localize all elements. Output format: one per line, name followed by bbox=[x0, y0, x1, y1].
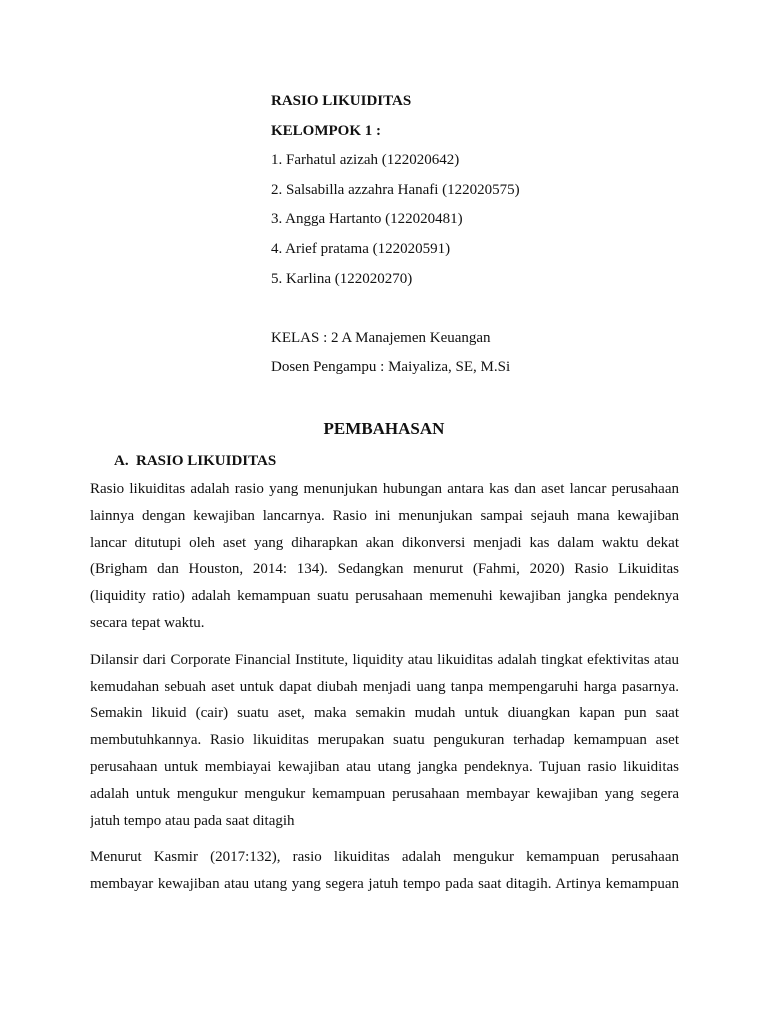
text-line: membayar kewajiban atau utang yang segera jatuh tempo pada saat ditagih. Artinya kemampuan bbox=[90, 876, 679, 893]
text-line: Dilansir dari Corporate Financial Institute, liquidity atau likuiditas adalah tingkat efektivitas atau bbox=[90, 651, 679, 668]
text-line: Rasio likuiditas adalah rasio yang menunjukan hubungan antara kas dan aset lancar perusahaan bbox=[90, 481, 679, 497]
text-line: lancar ditutupi oleh aset yang diharapkan akan dikonversi menjadi kas dalam waktu dekat bbox=[90, 534, 679, 551]
paragraph bbox=[90, 844, 679, 898]
section-title: RASIO LIKUIDITAS bbox=[136, 453, 277, 469]
member-item: 4. Arief pratama (122020591) bbox=[271, 240, 451, 257]
text-line: secara tepat waktu. bbox=[90, 614, 205, 631]
section-main-title: PEMBAHASAN bbox=[323, 419, 445, 438]
text-line: Semakin likuid (cair) suatu aset, maka semakin mudah untuk diuangkan kapan pun saat bbox=[90, 705, 679, 722]
paragraph bbox=[90, 476, 679, 637]
member-item: 2. Salsabilla azzahra Hanafi (122020575) bbox=[271, 181, 520, 198]
paragraph bbox=[90, 647, 679, 835]
member-item: 5. Karlina (122020270) bbox=[271, 270, 413, 287]
section-number: A. bbox=[114, 453, 129, 469]
member-item: 1. Farhatul azizah (122020642) bbox=[271, 152, 460, 169]
body-text bbox=[90, 476, 679, 908]
text-line: (liquidity ratio) adalah kemampuan suatu perusahaan memenuhi kewajiban jangka pendeknya bbox=[90, 588, 679, 605]
document-title: RASIO LIKUIDITAS bbox=[271, 93, 412, 109]
text-line: lainnya dengan kewajiban lancarnya. Rasio ini menunjukan sampai sejauh mana kewajiban bbox=[90, 507, 679, 524]
text-line: (Brigham dan Houston, 2014: 134). Sedangkan menurut (Fahmi, 2020) Rasio Likuiditas bbox=[90, 561, 679, 578]
section-heading bbox=[114, 450, 276, 472]
class-info: KELAS : 2 A Manajemen Keuangan bbox=[271, 329, 491, 346]
text-line: membutuhkannya. Rasio likuiditas merupakan suatu pengukuran terhadap kemampuan aset bbox=[90, 732, 679, 749]
cover-block bbox=[271, 90, 711, 386]
group-label: KELOMPOK 1 : bbox=[271, 122, 381, 139]
lecturer-info: Dosen Pengampu : Maiyaliza, SE, M.Si bbox=[271, 359, 511, 376]
text-line: perusahaan untuk membiayai kewajiban atau utang jangka pendeknya. Tujuan rasio likuiditas bbox=[90, 758, 679, 775]
text-line: kemudahan sebuah aset untuk dapat diubah menjadi uang tanpa mempengaruhi harga pasarnya. bbox=[90, 678, 679, 695]
text-line: jatuh tempo atau pada saat ditagih bbox=[90, 812, 295, 829]
text-line: adalah untuk mengukur mengukur kemampuan perusahaan membayar kewajiban yang segera bbox=[90, 785, 679, 802]
text-line: Menurut Kasmir (2017:132), rasio likuiditas adalah mengukur kemampuan perusahaan bbox=[90, 849, 679, 866]
member-item: 3. Angga Hartanto (122020481) bbox=[271, 211, 463, 228]
